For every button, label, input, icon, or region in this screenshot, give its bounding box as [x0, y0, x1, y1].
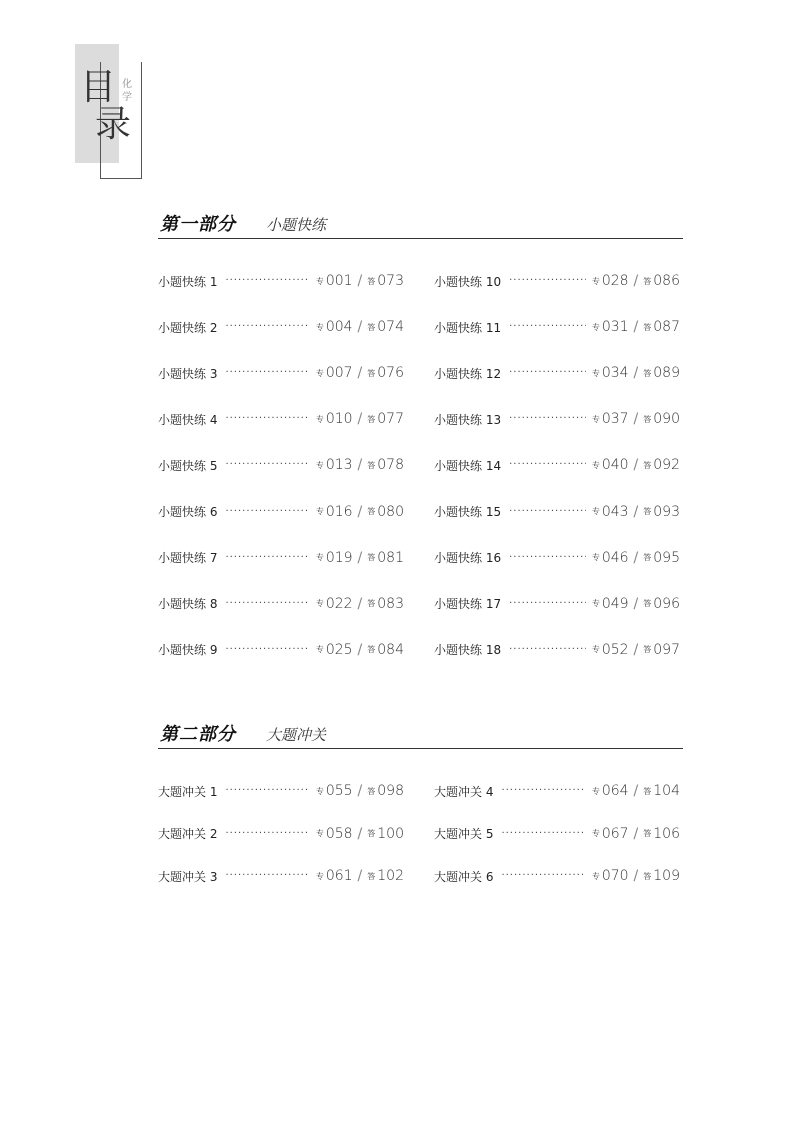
- question-page: 028: [601, 273, 629, 289]
- answer-mark-label: 答: [643, 414, 652, 424]
- answer-mark-label: 答: [367, 786, 376, 796]
- question-page: 022: [325, 595, 353, 612]
- section-title: 第一部分: [160, 214, 236, 235]
- answer-page: 076: [377, 365, 404, 382]
- question-mark-label: 专: [591, 368, 600, 378]
- answer-page: 087: [653, 319, 680, 336]
- section-header: [158, 214, 683, 239]
- separator-slash: /: [633, 783, 639, 799]
- toc-entry[interactable]: [434, 824, 680, 844]
- toc-entry[interactable]: [434, 640, 680, 660]
- toc-entry[interactable]: [434, 409, 680, 429]
- leader-dots: [225, 366, 309, 380]
- question-mark-label: 专: [591, 414, 600, 424]
- separator-slash: /: [633, 503, 639, 520]
- leader-dots: [509, 412, 586, 426]
- page-refs: [316, 365, 404, 381]
- question-mark-label: 专: [315, 460, 324, 470]
- toc-entry[interactable]: [434, 271, 680, 291]
- toc-entry-name: 大题冲关 1: [158, 784, 218, 799]
- question-page: 049: [601, 595, 629, 612]
- leader-dots: [509, 458, 586, 472]
- separator-slash: /: [633, 457, 639, 474]
- toc-entry[interactable]: [434, 455, 680, 475]
- toc-entry-name: 小题快练 16: [434, 551, 502, 566]
- toc-entry[interactable]: [434, 781, 680, 801]
- separator-slash: /: [357, 503, 363, 520]
- separator-slash: /: [357, 825, 363, 842]
- answer-page: 096: [653, 595, 680, 612]
- toc-entry-name: 小题快练 12: [434, 366, 502, 381]
- answer-page: 095: [653, 549, 680, 566]
- answer-page: 100: [377, 825, 404, 842]
- separator-slash: /: [357, 365, 363, 382]
- page-refs: [592, 504, 680, 520]
- page-refs: [592, 596, 680, 612]
- leader-dots: [225, 597, 309, 611]
- separator-slash: /: [357, 868, 363, 884]
- answer-mark-label: 答: [643, 645, 652, 655]
- answer-mark-label: 答: [367, 322, 376, 332]
- toc-entry[interactable]: [434, 317, 680, 337]
- toc-entry-name: 小题快练 4: [158, 412, 218, 427]
- answer-page: 109: [653, 868, 680, 884]
- answer-page: 104: [653, 783, 680, 799]
- toc-entry-name: 小题快练 1: [158, 274, 218, 289]
- toc-entry[interactable]: [158, 317, 404, 337]
- answer-mark-label: 答: [367, 414, 376, 424]
- question-mark-label: 专: [591, 460, 600, 470]
- toc-entry[interactable]: [434, 363, 680, 383]
- toc-entry-name: 小题快练 13: [434, 412, 502, 427]
- separator-slash: /: [633, 641, 639, 658]
- page-refs: [592, 457, 680, 473]
- question-page: 025: [325, 641, 353, 658]
- question-mark-label: 专: [315, 645, 324, 655]
- separator-slash: /: [357, 783, 363, 799]
- answer-mark-label: 答: [367, 829, 376, 838]
- question-mark-label: 专: [315, 599, 324, 609]
- toc-entry-name: 小题快练 2: [158, 320, 218, 335]
- answer-page: 078: [377, 457, 404, 474]
- answer-page: 081: [377, 549, 404, 566]
- answer-mark-label: 答: [643, 322, 652, 332]
- leader-dots: [509, 366, 586, 380]
- page-title-bottom: 录: [95, 104, 132, 145]
- toc-entry-name: 大题冲关 6: [434, 869, 494, 884]
- question-page: 010: [325, 411, 353, 428]
- page-refs: [316, 826, 404, 842]
- leader-dots: [501, 784, 585, 798]
- leader-dots: [225, 784, 309, 798]
- toc-entry[interactable]: [158, 594, 404, 614]
- leader-dots: [501, 869, 585, 883]
- toc-entry-name: 小题快练 8: [158, 597, 218, 612]
- leader-dots: [225, 827, 309, 841]
- answer-page: 090: [653, 411, 680, 428]
- leader-dots: [509, 643, 586, 657]
- answer-mark-label: 答: [643, 368, 652, 378]
- question-mark-label: 专: [591, 322, 600, 332]
- leader-dots: [225, 643, 309, 657]
- separator-slash: /: [357, 595, 363, 612]
- separator-slash: /: [357, 549, 363, 566]
- answer-mark-label: 答: [643, 460, 652, 470]
- toc-entry[interactable]: [158, 455, 404, 475]
- leader-dots: [509, 274, 586, 288]
- separator-slash: /: [357, 411, 363, 428]
- answer-page: 102: [377, 868, 404, 884]
- question-page: 013: [325, 457, 353, 474]
- page-refs: [316, 319, 404, 335]
- toc-entry[interactable]: [158, 409, 404, 429]
- section-part-two: [158, 724, 683, 884]
- leader-dots: [225, 320, 309, 334]
- toc-entry-name: 小题快练 14: [434, 458, 502, 473]
- question-mark-label: 专: [315, 786, 324, 796]
- page-refs: [316, 457, 404, 473]
- page-refs: [316, 550, 404, 566]
- answer-mark-label: 答: [367, 553, 376, 563]
- separator-slash: /: [633, 273, 639, 289]
- question-page: 019: [325, 549, 353, 566]
- page-refs: [316, 596, 404, 612]
- question-mark-label: 专: [315, 368, 324, 378]
- leader-dots: [225, 412, 309, 426]
- question-page: 064: [601, 783, 629, 799]
- answer-mark-label: 答: [367, 645, 376, 655]
- separator-slash: /: [633, 319, 639, 336]
- question-mark-label: 专: [315, 553, 324, 563]
- question-page: 043: [601, 503, 629, 520]
- section-title: 第二部分: [160, 724, 236, 745]
- question-page: 001: [325, 273, 353, 289]
- separator-slash: /: [357, 319, 363, 336]
- question-mark-label: 专: [315, 276, 324, 286]
- answer-mark-label: 答: [367, 276, 376, 286]
- answer-page: 097: [653, 641, 680, 658]
- question-page: 016: [325, 503, 353, 520]
- leader-dots: [225, 274, 309, 288]
- toc-entry-name: 小题快练 3: [158, 366, 218, 381]
- answer-page: 092: [653, 457, 680, 474]
- leader-dots: [225, 869, 309, 883]
- section-subtitle: 大题冲关: [266, 726, 327, 744]
- answer-page: 083: [377, 595, 404, 612]
- toc-entry-name: 小题快练 6: [158, 505, 218, 519]
- section-subtitle: 小题快练: [266, 216, 327, 234]
- leader-dots: [225, 551, 309, 565]
- toc-entry-name: 小题快练 10: [434, 274, 502, 289]
- question-mark-label: 专: [591, 871, 600, 881]
- page-refs: [316, 411, 404, 427]
- page-refs: [592, 826, 680, 842]
- section-header: [158, 724, 683, 749]
- toc-entry-name: 大题冲关 4: [434, 784, 494, 799]
- answer-page: 077: [377, 411, 404, 428]
- question-mark-label: 专: [315, 829, 324, 838]
- question-page: 061: [325, 868, 353, 884]
- toc-entry[interactable]: [158, 824, 404, 844]
- question-page: 031: [601, 319, 629, 336]
- toc-entry[interactable]: [158, 866, 404, 886]
- page-refs: [316, 273, 404, 289]
- question-page: 046: [601, 549, 629, 566]
- page-refs: [592, 783, 680, 799]
- answer-mark-label: 答: [643, 786, 652, 796]
- section-part-one: [158, 214, 683, 658]
- page-refs: [592, 273, 680, 289]
- answer-mark-label: 答: [643, 276, 652, 286]
- answer-mark-label: 答: [643, 553, 652, 563]
- question-mark-label: 专: [591, 829, 600, 838]
- answer-mark-label: 答: [643, 507, 652, 516]
- answer-mark-label: 答: [367, 507, 376, 516]
- answer-mark-label: 答: [367, 871, 376, 881]
- question-page: 058: [325, 825, 353, 842]
- toc-entry[interactable]: [434, 866, 680, 886]
- subject-label: 化学: [122, 79, 132, 103]
- leader-dots: [225, 458, 309, 472]
- leader-dots: [501, 827, 585, 841]
- toc-entry-name: 小题快练 17: [434, 597, 502, 612]
- leader-dots: [225, 505, 309, 519]
- separator-slash: /: [633, 825, 639, 842]
- toc-entry[interactable]: [158, 271, 404, 291]
- answer-page: 084: [377, 641, 404, 658]
- answer-page: 093: [653, 503, 680, 520]
- toc-entry[interactable]: [434, 502, 680, 522]
- question-page: 004: [325, 319, 353, 336]
- toc-entry-name: 大题冲关 5: [434, 827, 494, 841]
- answer-page: 086: [653, 273, 680, 289]
- separator-slash: /: [633, 365, 639, 382]
- page-refs: [316, 868, 404, 884]
- leader-dots: [509, 320, 586, 334]
- page-refs: [592, 868, 680, 884]
- toc-entry-name: 小题快练 7: [158, 551, 218, 566]
- answer-page: 098: [377, 783, 404, 799]
- toc-entry[interactable]: [434, 548, 680, 568]
- separator-slash: /: [357, 641, 363, 658]
- question-page: 037: [601, 411, 629, 428]
- separator-slash: /: [357, 273, 363, 289]
- question-mark-label: 专: [315, 871, 324, 881]
- toc-entry[interactable]: [158, 781, 404, 801]
- question-page: 070: [601, 868, 629, 884]
- answer-mark-label: 答: [367, 599, 376, 609]
- answer-page: 080: [377, 503, 404, 520]
- separator-slash: /: [633, 411, 639, 428]
- toc-entry-name: 小题快练 5: [158, 458, 218, 473]
- answer-mark-label: 答: [643, 829, 652, 838]
- answer-mark-label: 答: [367, 368, 376, 378]
- toc-entry[interactable]: [158, 363, 404, 383]
- question-page: 034: [601, 365, 629, 382]
- page-title-top: 目: [80, 67, 117, 108]
- leader-dots: [509, 505, 586, 519]
- answer-page: 106: [653, 825, 680, 842]
- answer-page: 089: [653, 365, 680, 382]
- page-refs: [316, 783, 404, 799]
- separator-slash: /: [357, 457, 363, 474]
- question-mark-label: 专: [591, 786, 600, 796]
- page-refs: [592, 642, 680, 658]
- toc-entry-name: 小题快练 18: [434, 643, 502, 658]
- separator-slash: /: [633, 595, 639, 612]
- leader-dots: [509, 597, 586, 611]
- answer-mark-label: 答: [643, 599, 652, 609]
- question-mark-label: 专: [315, 507, 324, 516]
- toc-entry-name: 小题快练 9: [158, 643, 218, 658]
- question-page: 040: [601, 457, 629, 474]
- toc-entry-name: 大题冲关 3: [158, 869, 218, 884]
- answer-mark-label: 答: [367, 460, 376, 470]
- answer-page: 073: [377, 273, 404, 289]
- question-page: 007: [325, 365, 353, 382]
- toc-entry[interactable]: [158, 548, 404, 568]
- question-mark-label: 专: [315, 322, 324, 332]
- leader-dots: [509, 551, 586, 565]
- page-refs: [316, 504, 404, 520]
- separator-slash: /: [633, 868, 639, 884]
- separator-slash: /: [633, 549, 639, 566]
- answer-page: 074: [377, 319, 404, 336]
- toc-entry-name: 小题快练 11: [434, 320, 502, 335]
- page-refs: [592, 550, 680, 566]
- toc-entry[interactable]: [158, 502, 404, 522]
- page-refs: [592, 365, 680, 381]
- question-mark-label: 专: [591, 645, 600, 655]
- page-refs: [316, 642, 404, 658]
- toc-entry[interactable]: [434, 594, 680, 614]
- question-page: 055: [325, 783, 353, 799]
- toc-entry[interactable]: [158, 640, 404, 660]
- answer-mark-label: 答: [643, 871, 652, 881]
- toc-entry-name: 大题冲关 2: [158, 827, 218, 841]
- question-page: 067: [601, 825, 629, 842]
- page-refs: [592, 319, 680, 335]
- page-refs: [592, 411, 680, 427]
- question-mark-label: 专: [591, 507, 600, 516]
- question-mark-label: 专: [591, 599, 600, 609]
- question-mark-label: 专: [315, 414, 324, 424]
- question-page: 052: [601, 641, 629, 658]
- question-mark-label: 专: [591, 553, 600, 563]
- question-mark-label: 专: [591, 276, 600, 286]
- toc-entry-name: 小题快练 15: [434, 505, 502, 519]
